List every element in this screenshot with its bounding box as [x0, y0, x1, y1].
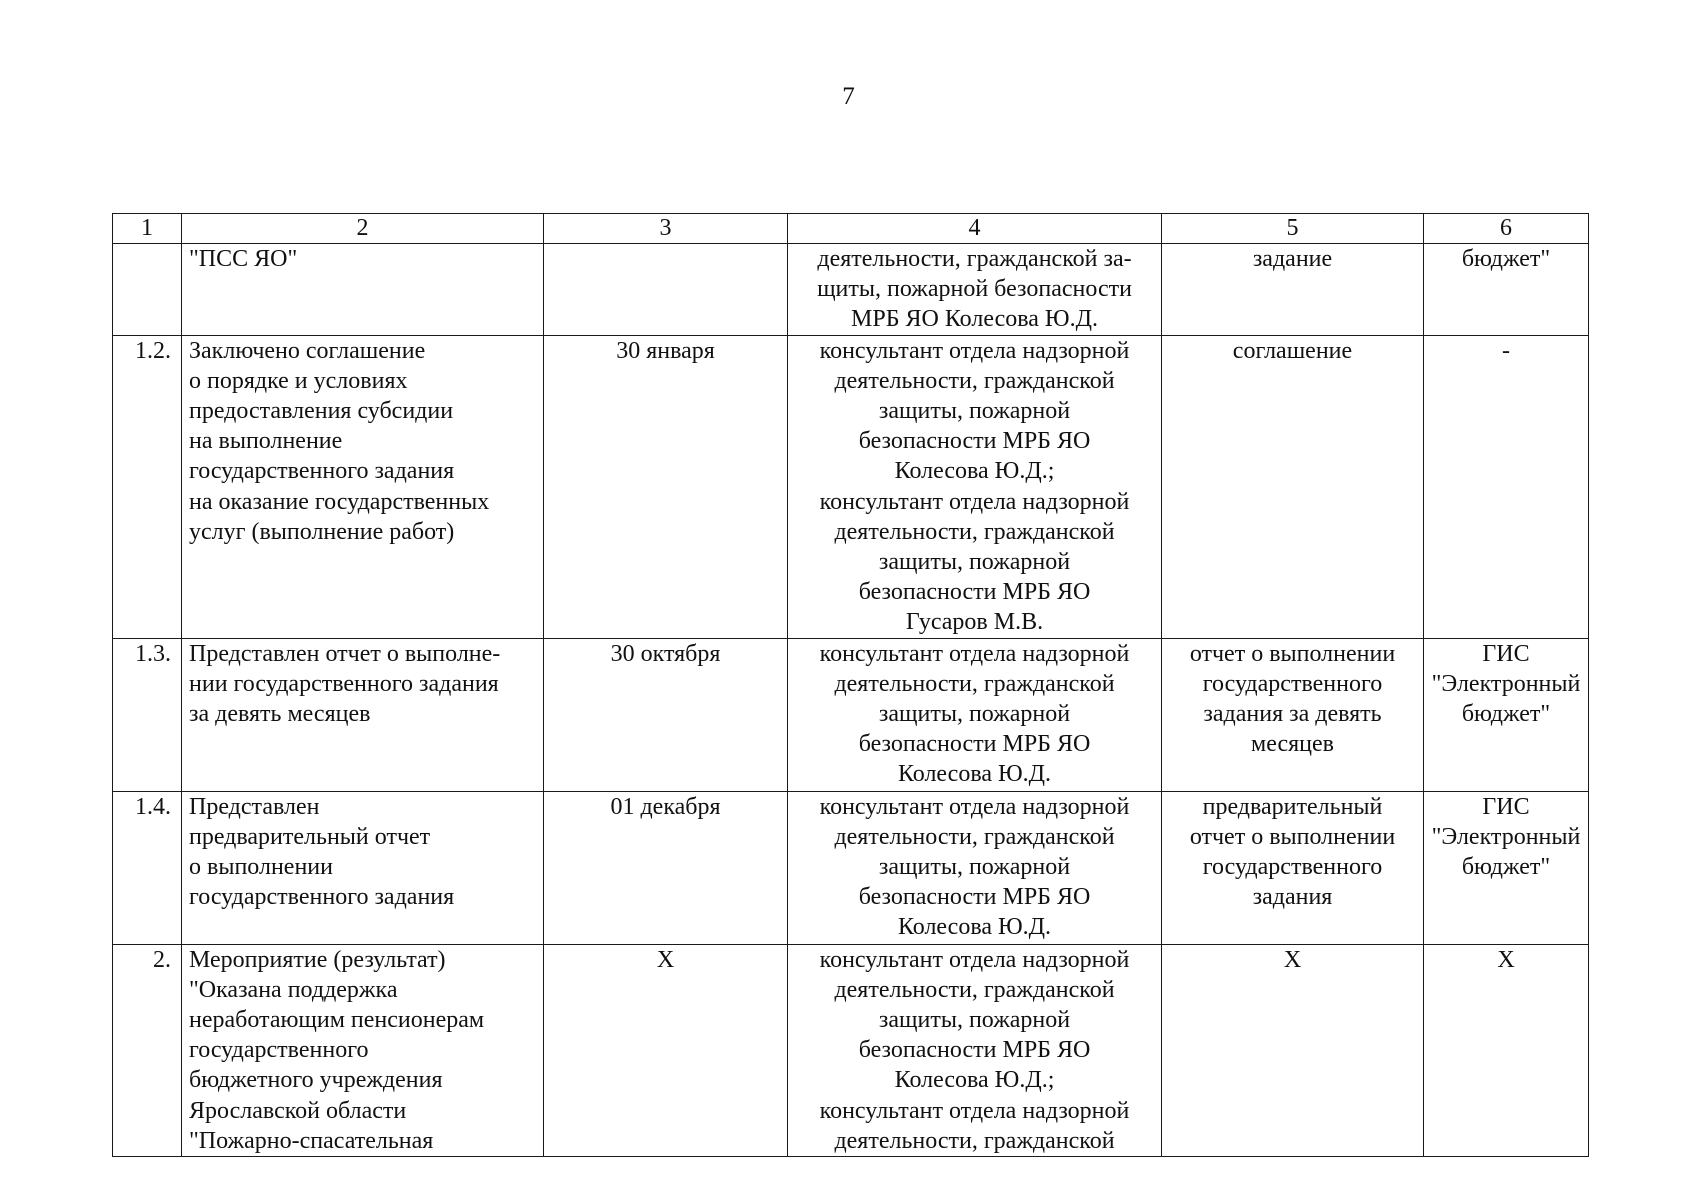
- deadline-cell: Х: [544, 944, 788, 1156]
- row-number-cell: 1.2.: [113, 335, 182, 638]
- column-number: 4: [788, 214, 1162, 244]
- table-row: [113, 944, 1589, 1156]
- deadline-cell: 01 декабря: [544, 791, 788, 944]
- row-number-cell: 1.4.: [113, 791, 182, 944]
- document-cell: отчет о выполнении государственного задания за девять месяцев: [1162, 638, 1424, 791]
- page-number: 7: [842, 83, 855, 110]
- document-cell: задание: [1162, 244, 1424, 336]
- info-system-cell: бюджет": [1424, 244, 1589, 336]
- table-row: [113, 791, 1589, 944]
- responsible-cell: деятельности, гражданской за- щиты, пожарной безопасности МРБ ЯО Колесова Ю.Д.: [788, 244, 1162, 336]
- document-cell: предварительный отчет о выполнении государственного задания: [1162, 791, 1424, 944]
- column-number: 2: [182, 214, 544, 244]
- info-system-cell: Х: [1424, 944, 1589, 1156]
- column-number: 6: [1424, 214, 1589, 244]
- activity-name-cell: Заключено соглашение о порядке и условиях предоставления субсидии на выполнение государственного задания на оказание государственных услуг (выполнение работ): [182, 335, 544, 638]
- responsible-cell: консультант отдела надзорной деятельности, гражданской защиты, пожарной безопасности МРБ ЯО Колесова Ю.Д.: [788, 791, 1162, 944]
- column-number-row: [113, 214, 1589, 244]
- info-system-cell: -: [1424, 335, 1589, 638]
- deadline-cell: [544, 244, 788, 336]
- plan-table: [112, 213, 1589, 1157]
- column-number: 1: [113, 214, 182, 244]
- activity-name-cell: Представлен предварительный отчет о выполнении государственного задания: [182, 791, 544, 944]
- responsible-cell: консультант отдела надзорной деятельности, гражданской защиты, пожарной безопасности МРБ ЯО Колесова Ю.Д.; консультант отдела надзорной деятельности, гражданской защиты, пожарной безопасности МРБ ЯО Гусаров М.В.: [788, 335, 1162, 638]
- info-system-cell: ГИС "Электронный бюджет": [1424, 791, 1589, 944]
- column-number: 5: [1162, 214, 1424, 244]
- table-row: [113, 335, 1589, 638]
- table-row: [113, 244, 1589, 336]
- deadline-cell: 30 января: [544, 335, 788, 638]
- row-number-cell: [113, 244, 182, 336]
- activity-name-cell: Мероприятие (результат) "Оказана поддержка неработающим пенсионерам государственного бюджетного учреждения Ярославской области "Пожарно-спасательная: [182, 944, 544, 1156]
- document-cell: Х: [1162, 944, 1424, 1156]
- row-number-cell: 1.3.: [113, 638, 182, 791]
- column-number: 3: [544, 214, 788, 244]
- row-number-cell: 2.: [113, 944, 182, 1156]
- table-row: [113, 638, 1589, 791]
- info-system-cell: ГИС "Электронный бюджет": [1424, 638, 1589, 791]
- activity-name-cell: Представлен отчет о выполне- нии государственного задания за девять месяцев: [182, 638, 544, 791]
- responsible-cell: консультант отдела надзорной деятельности, гражданской защиты, пожарной безопасности МРБ ЯО Колесова Ю.Д.; консультант отдела надзорной деятельности, гражданской: [788, 944, 1162, 1156]
- deadline-cell: 30 октября: [544, 638, 788, 791]
- document-cell: соглашение: [1162, 335, 1424, 638]
- activity-name-cell: "ПСС ЯО": [182, 244, 544, 336]
- responsible-cell: консультант отдела надзорной деятельности, гражданской защиты, пожарной безопасности МРБ ЯО Колесова Ю.Д.: [788, 638, 1162, 791]
